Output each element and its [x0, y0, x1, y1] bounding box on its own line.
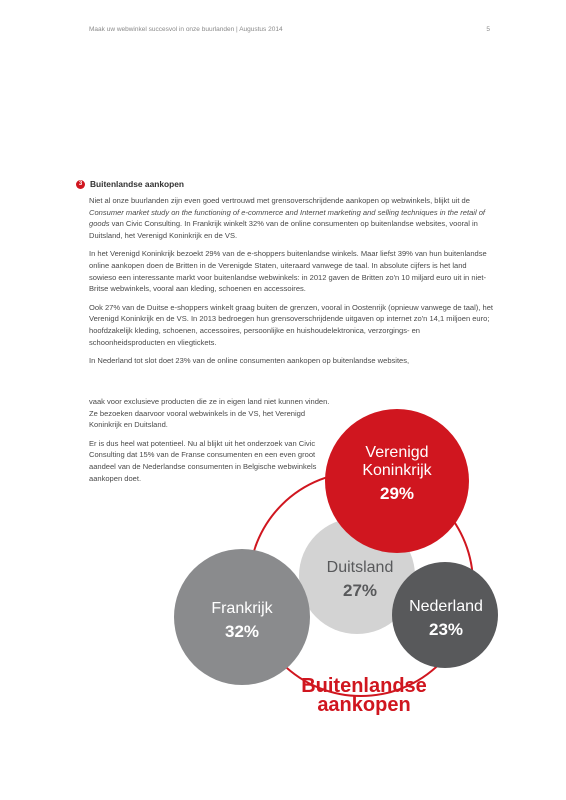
- de-label: Duitsland: [326, 559, 394, 576]
- page-number: 5: [486, 26, 490, 33]
- de-percentage: 27%: [342, 581, 378, 600]
- section-title: Buitenlandse aankopen: [90, 179, 185, 189]
- circle-frankrijk: [174, 549, 310, 685]
- diagram-title-line2: aankopen: [317, 694, 411, 716]
- section-number-badge: 3: [76, 180, 85, 189]
- running-title: Maak uw webwinkel succesvol in onze buurlanden | Augustus 2014: [89, 26, 283, 33]
- paragraph-2: In het Verenigd Koninkrijk bezoekt 29% van de e-shoppers buitenlandse winkels. Maar liefst 39% van hun buitenlandse online aankopen doen de Britten in de Verenigde Staten, uiteraard vanwege de taal. In absolute cijfers is het land sowieso een interessante markt voor buitenlandse webwinkels: in 2012 gaven de Britten zo'n 10 miljard euro uit in niet-Britse webwinkels, vooral aan kleding, schoenen en accessoires.: [89, 249, 487, 294]
- fr-percentage: 32%: [224, 622, 260, 641]
- paragraph-1-text-b: van Civic Consulting. In Frankrijk winkelt 32% van de online consumenten op buitenlandse websites, vooral in Duitsland, het Verenigd Koninkrijk en de VS.: [89, 219, 478, 240]
- circle-verenigd-koninkrijk: [325, 409, 469, 553]
- uk-label-line1: Verenigd: [365, 444, 429, 461]
- nl-percentage: 23%: [428, 620, 464, 639]
- diagram-title-line1: Buitenlandse: [301, 675, 427, 697]
- paragraph-4-first: In Nederland tot slot doet 23% van de online consumenten aankopen op buitenlandse websites,: [89, 356, 410, 366]
- uk-label-line2: Koninkrijk: [362, 462, 432, 479]
- nl-label: Nederland: [409, 598, 483, 615]
- uk-percentage: 29%: [379, 484, 415, 503]
- paragraph-1-text-a: Niet al onze buurlanden zijn even goed vertrouwd met grensoverschrijdende aankopen op webwinkels, blijkt uit de: [89, 196, 470, 205]
- study-title: Consumer market study on the functioning of e-commerce and Internet marketing and selling techniques in the retail of goods: [89, 207, 486, 229]
- fr-label: Frankrijk: [211, 600, 273, 617]
- paragraph-3: Ook 27% van de Duitse e-shoppers winkelt graag buiten de grenzen, vooral in Oostenrijk (opnieuw vanwege de taal), het Verenigd Koninkrijk en de VS. In 2013 bedroegen hun grensoverschrijdende uitgaven op internet zo'n 14,1 miljoen euro; hoofdzakelijk kleding, schoenen, accessoires, persoonlijke en huishoudelektronica, verzorgings- en schoonheidsproducten en vliegtickets.: [89, 302, 493, 347]
- paragraph-4-rest: vaak voor exclusieve producten die ze in eigen land niet kunnen vinden. Ze bezoeken daarvoor vooral webwinkels in de VS, het Verenigd Koninkrijk en Duitsland.: [89, 397, 330, 430]
- paragraph-5: Er is dus heel wat potentieel. Nu al blijkt uit het onderzoek van Civic Consulting dat 15% van de Franse consumenten en een even groot aandeel van de Nederlandse consumenten in Belgische webwinkels aankopen doet.: [89, 438, 317, 483]
- circle-nederland: [392, 562, 498, 668]
